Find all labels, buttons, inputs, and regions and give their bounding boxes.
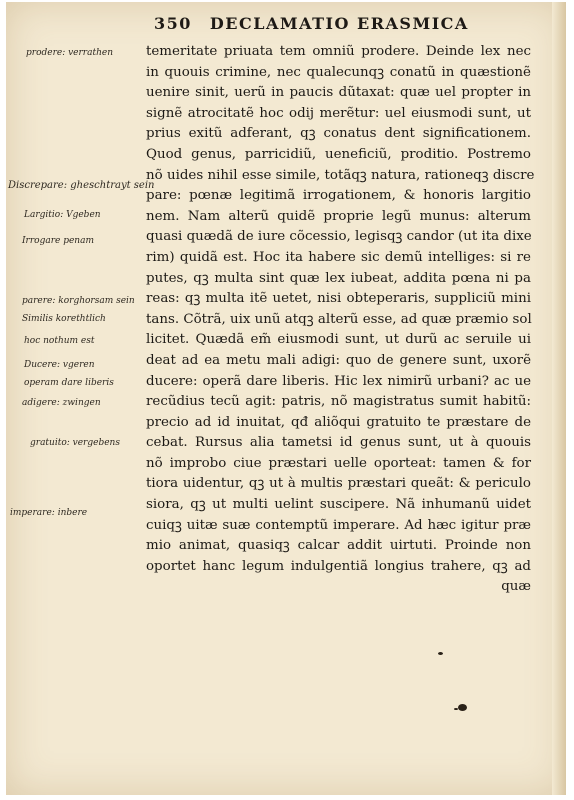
- margin-note: Irrogare penam: [22, 236, 94, 246]
- text-line: temeritate priuata tem omniũ prodere. Deinde lex nec: [146, 44, 531, 59]
- text-line: licitet. Quædã em̃ eiusmodi sunt, ut durũ ac seruile ui: [146, 332, 531, 348]
- text-line: nõ uides nihil esse simile, totãqꝫ natura, rationeqꝫ discre: [146, 167, 535, 183]
- text-line: reas: qꝫ multa itẽ uetet, nisi obteperaris, suppliciũ mini: [146, 291, 531, 307]
- text-line: uenire sinit, uerũ in paucis dũtaxat: quæ uel propter in: [146, 85, 531, 101]
- text-line: precio ad id inuitat, qđ aliõqui gratuito te præstare de: [146, 414, 531, 430]
- text-line: in quouis crimine, nec qualecunqꝫ conatũ in quæstionẽ: [146, 64, 531, 80]
- ink-blot: [458, 704, 467, 711]
- margin-note: Similis korethtlich: [22, 314, 106, 324]
- ink-blot: [454, 708, 458, 710]
- ink-blot: [438, 652, 443, 655]
- margin-note: prodere: verrathen: [26, 48, 114, 58]
- text-line: pare: pœnæ legitimã irrogationem, & honoris largitio: [146, 188, 531, 204]
- text-line: deat ad ea metu mali adigi: quo de genere sunt, uxorẽ: [146, 352, 531, 368]
- text-line: nem. Nam alterũ quidẽ proprie legũ munus: alterum: [146, 208, 531, 224]
- page-header: [154, 14, 469, 33]
- margin-note: parere: korghorsam sein: [22, 296, 135, 306]
- margin-note: operam dare liberis: [24, 378, 114, 388]
- margin-note: imperare: inbere: [10, 508, 88, 518]
- catchword: quæ: [501, 579, 531, 595]
- text-line: Quod genus, parricidiũ, ueneficiũ, proditio. Postremo: [146, 146, 531, 162]
- text-line: tiora uidentur, qꝫ ut à multis præstari queãt: & periculo: [146, 476, 531, 492]
- margin-note: adigere: zwingen: [22, 398, 101, 408]
- margin-note: Discrepare: gheschtrayt sein: [8, 180, 155, 191]
- text-line: cebat. Rursus alia tametsi id genus sunt, ut à quouis: [146, 435, 531, 451]
- text-line: rim) quidã est. Hoc ita habere sic demũ intelliges: si re: [146, 249, 531, 265]
- margin-note: hoc nothum est: [24, 336, 95, 346]
- text-line: signẽ atrocitatẽ hoc odij merẽtur: uel eiusmodi sunt, ut: [146, 105, 531, 121]
- margin-note: Largitio: Vgeben: [24, 210, 101, 220]
- text-line: mio animat, quasiqꝫ calcar addit uirtuti. Proinde non: [146, 538, 531, 554]
- body-text: [146, 42, 535, 598]
- text-line: ducere: operã dare liberis. Hic lex nimirũ urbani? ac ue: [146, 373, 531, 389]
- text-line: prius exitũ adferant, qꝫ conatus dent significationem.: [146, 126, 531, 142]
- text-line: recũdius tecũ agit: patris, nõ magistratus sumit habitũ:: [146, 394, 531, 410]
- text-line: putes, qꝫ multa sint quæ lex iubeat, addita pœna ni pa: [146, 270, 531, 286]
- margin-note: gratuito: vergebens: [30, 438, 120, 448]
- margin-note: Ducere: vgeren: [24, 360, 95, 370]
- text-line: tans. Cõtrã, uix unũ atqꝫ alterũ esse, ad quæ præmio sol: [146, 311, 532, 327]
- running-title: DECLAMATIO ERASMICA: [209, 14, 469, 33]
- page-number: 350: [154, 14, 192, 33]
- book-page: [6, 2, 566, 795]
- page-spine-shadow: [552, 2, 566, 795]
- text-line: quasi quædã de iure cõcessio, legisqꝫ candor (ut ita dixe: [146, 229, 532, 245]
- text-line: cuiqꝫ uitæ suæ contemptũ imperare. Ad hæc igitur præ: [146, 517, 531, 533]
- text-line: siora, qꝫ ut multi uelint suscipere. Nã inhumanũ uidet: [146, 497, 531, 513]
- text-line: nõ improbo ciue præstari uelle oporteat: tamen & for: [146, 455, 531, 471]
- text-line: oportet hanc legum indulgentiã longius trahere, qꝫ ad: [146, 558, 531, 574]
